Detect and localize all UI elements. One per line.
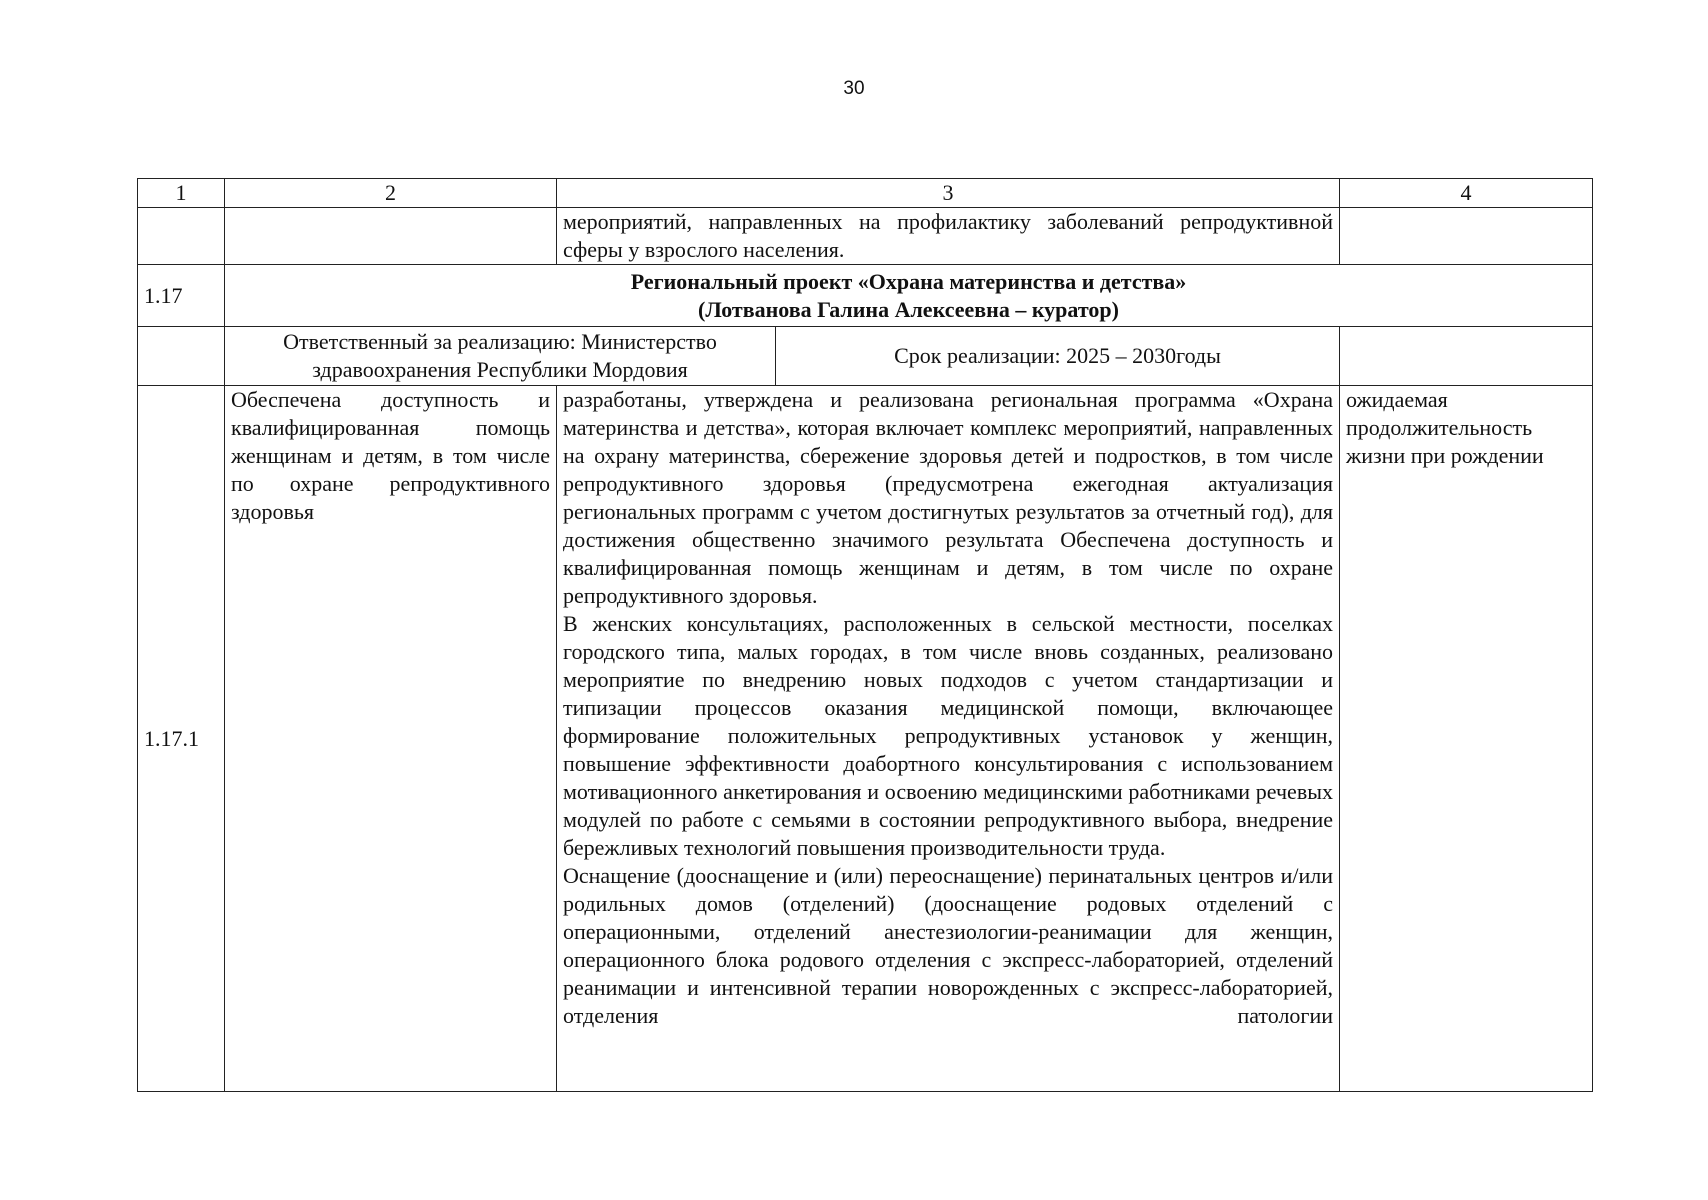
document-table-frame	[137, 178, 1592, 1092]
continuation-task-cell	[225, 208, 557, 265]
continuation-indicator-cell	[1340, 208, 1593, 265]
task-description: Обеспечена доступность и квалифицированная помощь женщинам и детям, в том числе по охране репродуктивного здоровья	[225, 386, 557, 1092]
task-activities-cell	[557, 386, 1340, 1092]
project-number: 1.17	[138, 265, 225, 327]
project-title-line1: Региональный проект «Охрана материнства и детства»	[630, 268, 1187, 294]
continuation-text: мероприятий, направленных на профилактику заболеваний репродуктивной сферы у взрослого населения.	[557, 208, 1340, 265]
continuation-row	[138, 208, 1593, 265]
header-col-2: 2	[225, 179, 557, 208]
table-header-row	[138, 179, 1593, 208]
responsible-row	[138, 327, 1593, 386]
project-row	[138, 265, 1593, 327]
header-col-1: 1	[138, 179, 225, 208]
task-row	[138, 386, 1593, 1092]
project-curator-line: (Лотванова Галина Алексеевна – куратор)	[698, 296, 1119, 322]
header-col-4: 4	[1340, 179, 1593, 208]
program-table	[137, 178, 1593, 1092]
continuation-number-cell	[138, 208, 225, 265]
responsible-indicator-cell	[1340, 327, 1593, 386]
activity-paragraph-1: разработаны, утверждена и реализована региональная программа «Охрана материнства и детства», которая включает комплекс мероприятий, направленных на охрану материнства, сбережение здоровья детей и подростков, в том числе репродуктивного здоровья (предусмотрена ежегодная актуализация региональных программ с учетом достигнутых результатов за отчетный год), для достижения общественно значимого результата Обеспечена доступность и квалифицированная помощь женщинам и детям, в том числе по охране репродуктивного здоровья.	[563, 387, 1333, 608]
responsible-split-cell	[225, 327, 1340, 386]
project-title	[225, 265, 1593, 327]
header-col-3: 3	[557, 179, 1340, 208]
responsible-line2: здравоохранения Республики Мордовия	[312, 357, 688, 382]
activity-paragraph-2: В женских консультациях, расположенных в сельской местности, поселках городского типа, малых городах, в том числе вновь созданных, реализовано мероприятие по внедрению новых подходов с учетом стандартизации и типизации процессов оказания медицинской помощи, включающее формирование положительных репродуктивных установок у женщин, повышение эффективности доабортного консультирования с использованием мотивационного анкетирования и освоению медицинскими работниками речевых модулей по работе с семьями в состоянии репродуктивного выбора, внедрение бережливых технологий повышения производительности труда.	[563, 611, 1333, 860]
responsible-cell	[225, 327, 776, 385]
period-text: Срок реализации: 2025 – 2030годы	[894, 343, 1221, 368]
page-number: 30	[843, 78, 865, 99]
period-cell	[776, 327, 1339, 385]
task-number: 1.17.1	[138, 386, 225, 1092]
task-indicator: ожидаемая продолжительность жизни при рождении	[1340, 386, 1593, 1092]
responsible-number-cell	[138, 327, 225, 386]
responsible-line1: Ответственный за реализацию: Министерство	[283, 329, 717, 354]
activity-paragraph-3: Оснащение (дооснащение и (или) переоснащение) перинатальных центров и/или родильных домов (отделений) (дооснащение родовых отделений с операционными, отделений анестезиологии-реанимации для женщин, операционного блока родового отделения с экспресс-лабораторией, отделений реанимации и интенсивной терапии новорожденных с экспресс-лабораторией, отделения патологии	[563, 863, 1333, 1028]
